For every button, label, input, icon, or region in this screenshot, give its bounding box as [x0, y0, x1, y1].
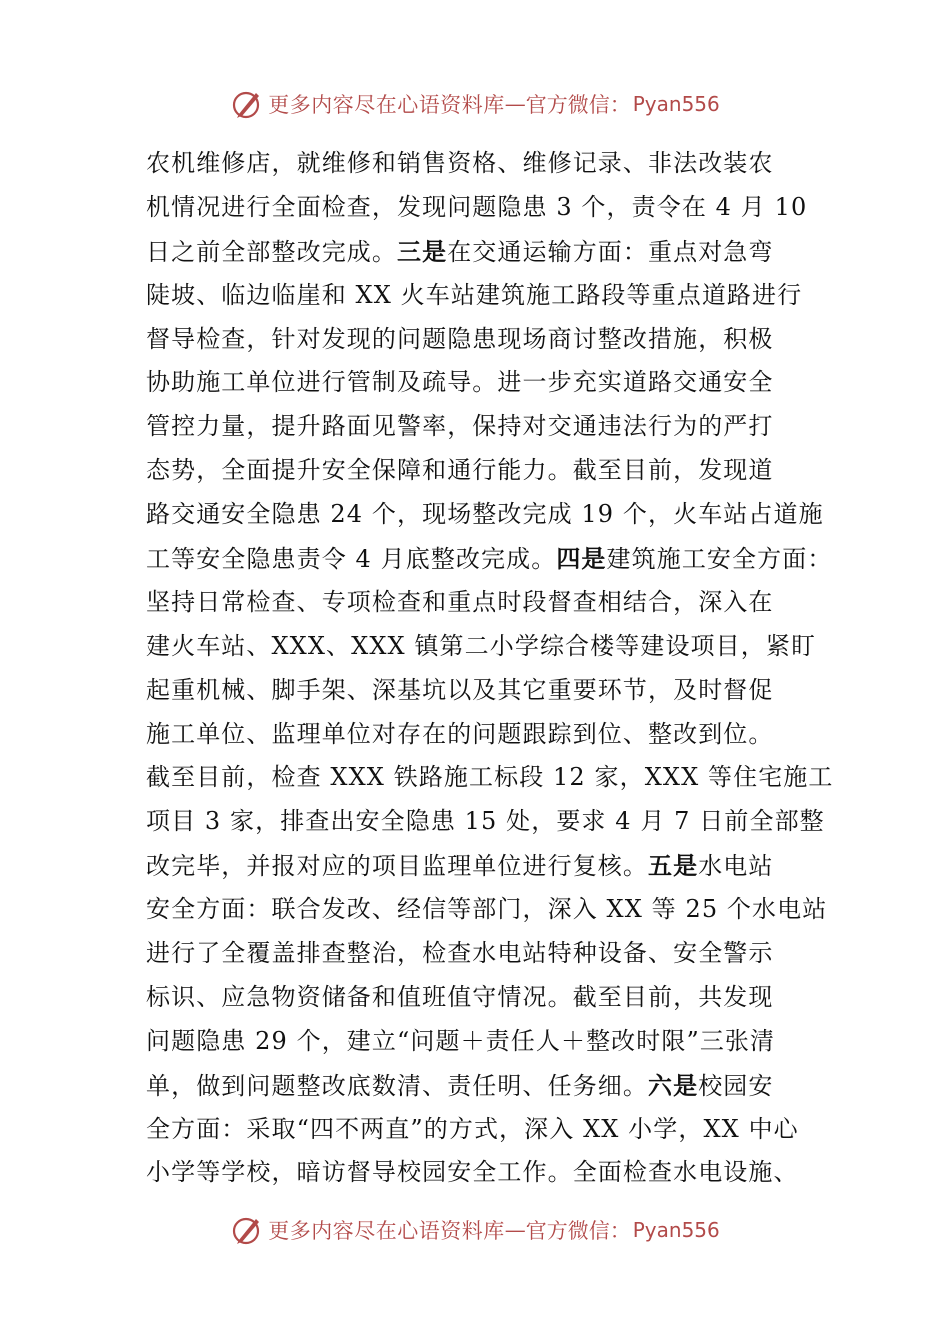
text-line	[146, 888, 828, 932]
text-segment: 项目 3 家，排查出安全隐患 15 处，要求 4 月 7 日前全部整	[146, 807, 825, 836]
text-line	[146, 1108, 818, 1152]
text-line	[146, 1020, 818, 1064]
text-segment: 在交通运输方面：重点对急弯	[447, 237, 774, 266]
text-line	[146, 625, 818, 669]
text-segment: 路交通安全隐患 24 个，现场整改完成 19 个，火车站占道施	[146, 500, 824, 529]
text-line	[146, 186, 818, 230]
text-segment: 农机维修店，就维修和销售资格、维修记录、非法改装农	[146, 149, 774, 177]
document-body	[146, 142, 834, 1195]
text-segment: 改完毕，并报对应的项目监理单位进行复核。	[146, 852, 648, 881]
bold-keyword: 三是	[397, 236, 448, 266]
text-segment: 态势，全面提升安全保障和通行能力。截至目前，发现道	[146, 456, 774, 485]
text-line	[146, 1151, 818, 1195]
header-watermark	[0, 84, 950, 124]
text-segment: 建火车站、XXX、XXX 镇第二小学综合楼等建设项目，紧盯	[146, 631, 817, 660]
text-segment: 建筑施工安全方面：	[606, 545, 833, 574]
text-line	[146, 449, 818, 493]
text-segment: 标识、应急物资储备和值班值守情况。截至目前，共发现	[146, 982, 774, 1011]
watermark-brand: 更多内容尽在心语资料库	[268, 93, 505, 117]
text-line	[146, 142, 818, 186]
watermark-wechat-id: Pyan556	[632, 1218, 720, 1242]
text-line	[146, 1064, 818, 1108]
text-segment: 校园安	[698, 1071, 774, 1100]
text-line	[146, 756, 834, 800]
text-segment: 截至目前，检查 XXX 铁路施工标段 12 家，XXX 等住宅施工	[146, 763, 834, 792]
text-line	[146, 537, 833, 581]
text-segment: 协助施工单位进行管制及疏导。进一步充实道路交通安全	[146, 368, 774, 397]
text-line	[146, 713, 818, 757]
text-segment: 单，做到问题整改底数清、责任明、任务细。	[146, 1071, 648, 1100]
text-line	[146, 800, 825, 844]
watermark-dash: —	[504, 1218, 526, 1242]
watermark-dash: —	[504, 92, 526, 116]
watermark-wechat-id: Pyan556	[632, 92, 720, 116]
text-segment: 安全方面：联合发改、经信等部门，深入 XX 等 25 个水电站	[146, 895, 828, 924]
text-line	[146, 318, 818, 362]
watermark-brand: 更多内容尽在心语资料库	[268, 1219, 505, 1243]
text-line	[146, 844, 818, 888]
text-segment: 陡坡、临边临崖和 XX 火车站建筑施工路段等重点道路进行	[146, 280, 803, 309]
text-segment: 施工单位、监理单位对存在的问题跟踪到位、整改到位。	[146, 719, 774, 748]
text-segment: 坚持日常检查、专项检查和重点时段督查相结合，深入在	[146, 587, 774, 616]
text-segment: 全方面：采取“四不两直”的方式，深入 XX 小学，XX 中心	[146, 1114, 799, 1143]
text-line	[146, 230, 818, 274]
text-line	[146, 932, 818, 976]
text-line	[146, 976, 818, 1020]
footer-watermark	[0, 1210, 950, 1250]
text-segment: 问题隐患 29 个，建立“问题＋责任人＋整改时限”三张清	[146, 1026, 776, 1055]
text-line	[146, 274, 818, 318]
text-line	[146, 361, 818, 405]
bold-keyword: 六是	[648, 1070, 699, 1100]
text-segment: 起重机械、脚手架、深基坑以及其它重要环节，及时督促	[146, 675, 774, 704]
bold-keyword: 五是	[648, 851, 699, 881]
watermark-wechat-label: 官方微信：	[525, 1219, 631, 1243]
text-segment: 水电站	[698, 852, 774, 881]
text-line	[146, 493, 824, 537]
watermark-wechat-label: 官方微信：	[525, 93, 631, 117]
text-segment: 小学等学校，暗访督导校园安全工作。全面检查水电设施、	[146, 1158, 799, 1187]
pen-quill-icon	[230, 87, 264, 121]
text-segment: 日之前全部整改完成。	[146, 237, 397, 266]
text-segment: 进行了全覆盖排查整治，检查水电站特种设备、安全警示	[146, 939, 774, 968]
text-segment: 管控力量，提升路面见警率，保持对交通违法行为的严打	[146, 412, 774, 441]
text-segment: 督导检查，针对发现的问题隐患现场商讨整改措施，积极	[146, 324, 774, 353]
text-line	[146, 405, 818, 449]
text-line	[146, 669, 818, 713]
text-line	[146, 581, 818, 625]
text-segment: 机情况进行全面检查，发现问题隐患 3 个，责令在 4 月 10	[146, 192, 808, 221]
text-segment: 工等安全隐患责令 4 月底整改完成。	[146, 545, 557, 574]
pen-quill-icon	[230, 1213, 264, 1247]
bold-keyword: 四是	[556, 544, 607, 574]
